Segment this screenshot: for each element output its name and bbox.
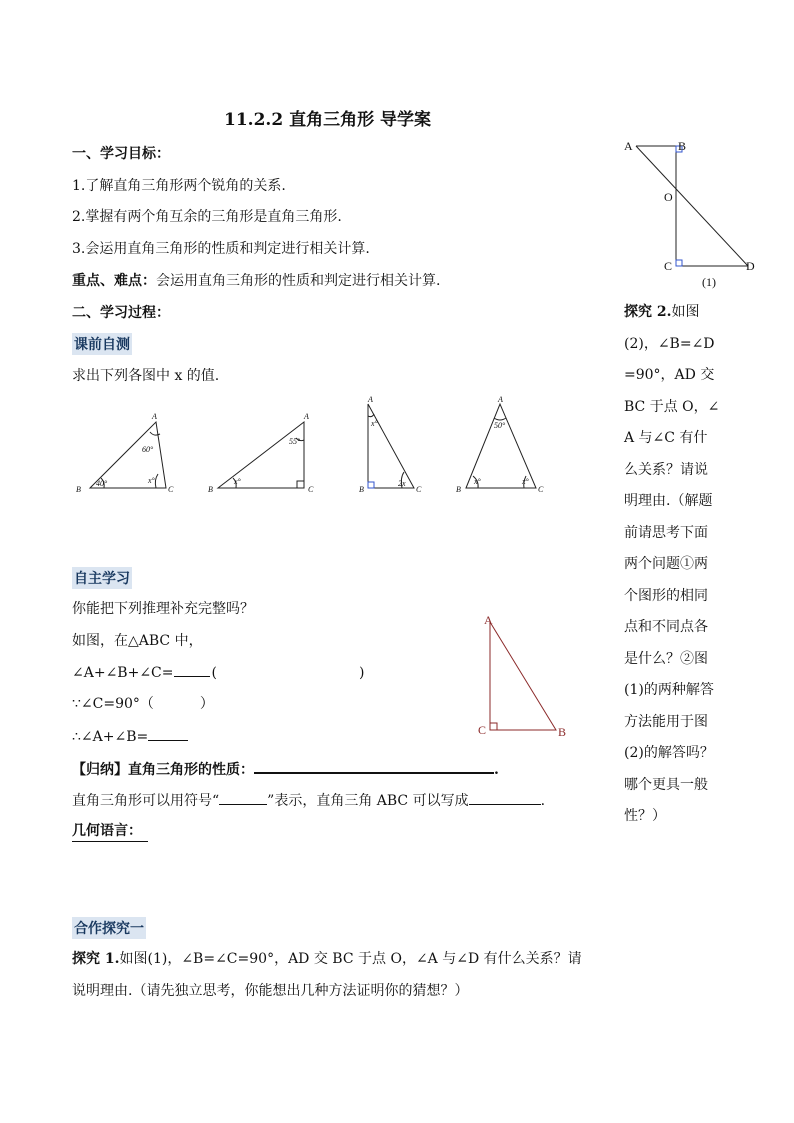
- self-study-question: 你能把下列推理补充完整吗？: [72, 601, 254, 617]
- figure-1-caption: (1): [702, 275, 716, 289]
- goal-2: 2.掌握有两个角互余的三角形是直角三角形.: [72, 209, 342, 225]
- svg-text:A: A: [368, 395, 373, 404]
- svg-text:x°: x°: [474, 477, 481, 486]
- reasoning-line-1: ∠A+∠B+∠C= ( ): [72, 662, 364, 683]
- notation-blank-2[interactable]: [469, 790, 541, 805]
- reasoning-line-2: ∵∠C=90°（ ）: [72, 696, 214, 712]
- svg-text:B: B: [456, 485, 461, 494]
- blank-1[interactable]: [174, 662, 210, 677]
- svg-text:A: A: [498, 395, 503, 404]
- section2-heading: 二、学习过程：: [72, 305, 170, 321]
- notation-blank-1[interactable]: [219, 790, 267, 805]
- geometry-language: 几何语言：: [72, 821, 148, 842]
- pre-test-text: 求出下列各图中 x 的值.: [72, 368, 220, 384]
- triangle-3: [368, 404, 414, 488]
- pre-test-tag: 课前自测: [72, 333, 132, 355]
- svg-text:A: A: [304, 412, 309, 421]
- svg-text:C: C: [308, 485, 314, 494]
- right-triangle-figure: [476, 612, 572, 742]
- goal-1: 1.了解直角三角形两个锐角的关系.: [72, 178, 286, 194]
- triangle-4: [466, 404, 536, 488]
- key-text: 会运用直角三角形的性质和判定进行相关计算.: [156, 273, 441, 289]
- svg-text:50°: 50°: [494, 421, 506, 430]
- svg-text:B: B: [208, 485, 213, 494]
- svg-text:x°: x°: [522, 477, 529, 486]
- key-points: [72, 271, 440, 291]
- svg-text:B: B: [678, 139, 687, 153]
- svg-text:C: C: [416, 485, 422, 494]
- svg-text:C: C: [538, 485, 544, 494]
- svg-text:B: B: [558, 725, 567, 739]
- key-label: 重点、难点：: [72, 273, 156, 289]
- triangle-2: [218, 422, 304, 488]
- svg-text:A: A: [484, 613, 493, 627]
- svg-text:40°: 40°: [96, 479, 108, 488]
- svg-text:C: C: [664, 259, 673, 273]
- explore2-text: 探究 2.如图(2)，∠B=∠D=90°，AD 交 BC 于点 O，∠A 与∠C 有什么关系？请说明理由.（解题前请思考下面两个问题①两个图形的相同点和不同点各是什么？②图(1)的两种解答方法能用于图(2)的解答吗？哪个更具一般性？）: [624, 304, 720, 824]
- triangle-figures: [68, 392, 568, 502]
- svg-text:C: C: [478, 723, 487, 737]
- reasoning-line-3: ∴∠A+∠B=: [72, 726, 188, 747]
- explore1-line1: 探究 1.如图(1)，∠B=∠C=90°，AD 交 BC 于点 O，∠A 与∠D 有什么关系？请: [72, 951, 582, 967]
- coop-tag: 合作探究一: [72, 917, 146, 939]
- svg-text:C: C: [168, 485, 174, 494]
- page-title: 11.2.2 直角三角形 导学案: [224, 110, 431, 130]
- explore1-line2: 说明理由.（请先独立思考，你能想出几种方法证明你的猜想？）: [72, 983, 469, 999]
- summary-line: 【归纳】直角三角形的性质： .: [72, 758, 499, 780]
- summary-blank[interactable]: [254, 758, 494, 774]
- svg-text:B: B: [359, 485, 364, 494]
- notation-line: 直角三角形可以用符号“ ”表示，直角三角 ABC 可以写成 .: [72, 790, 545, 811]
- svg-text:x°: x°: [148, 476, 155, 485]
- svg-text:60°: 60°: [142, 445, 154, 454]
- svg-text:x°: x°: [234, 477, 241, 486]
- svg-text:A: A: [152, 412, 157, 421]
- svg-text:O: O: [664, 190, 673, 204]
- svg-text:A: A: [624, 139, 633, 153]
- svg-text:D: D: [746, 259, 755, 273]
- self-study-intro: 如图，在△ABC 中，: [72, 633, 203, 649]
- figure-1: [620, 134, 770, 294]
- svg-text:55°: 55°: [289, 437, 301, 446]
- section1-heading: 一、学习目标：: [72, 146, 170, 162]
- svg-text:x°: x°: [371, 419, 378, 428]
- self-study-tag: 自主学习: [72, 567, 132, 589]
- blank-3[interactable]: [148, 726, 188, 741]
- svg-text:B: B: [76, 485, 81, 494]
- goal-3: 3.会运用直角三角形的性质和判定进行相关计算.: [72, 241, 370, 257]
- svg-text:2x: 2x: [398, 479, 406, 488]
